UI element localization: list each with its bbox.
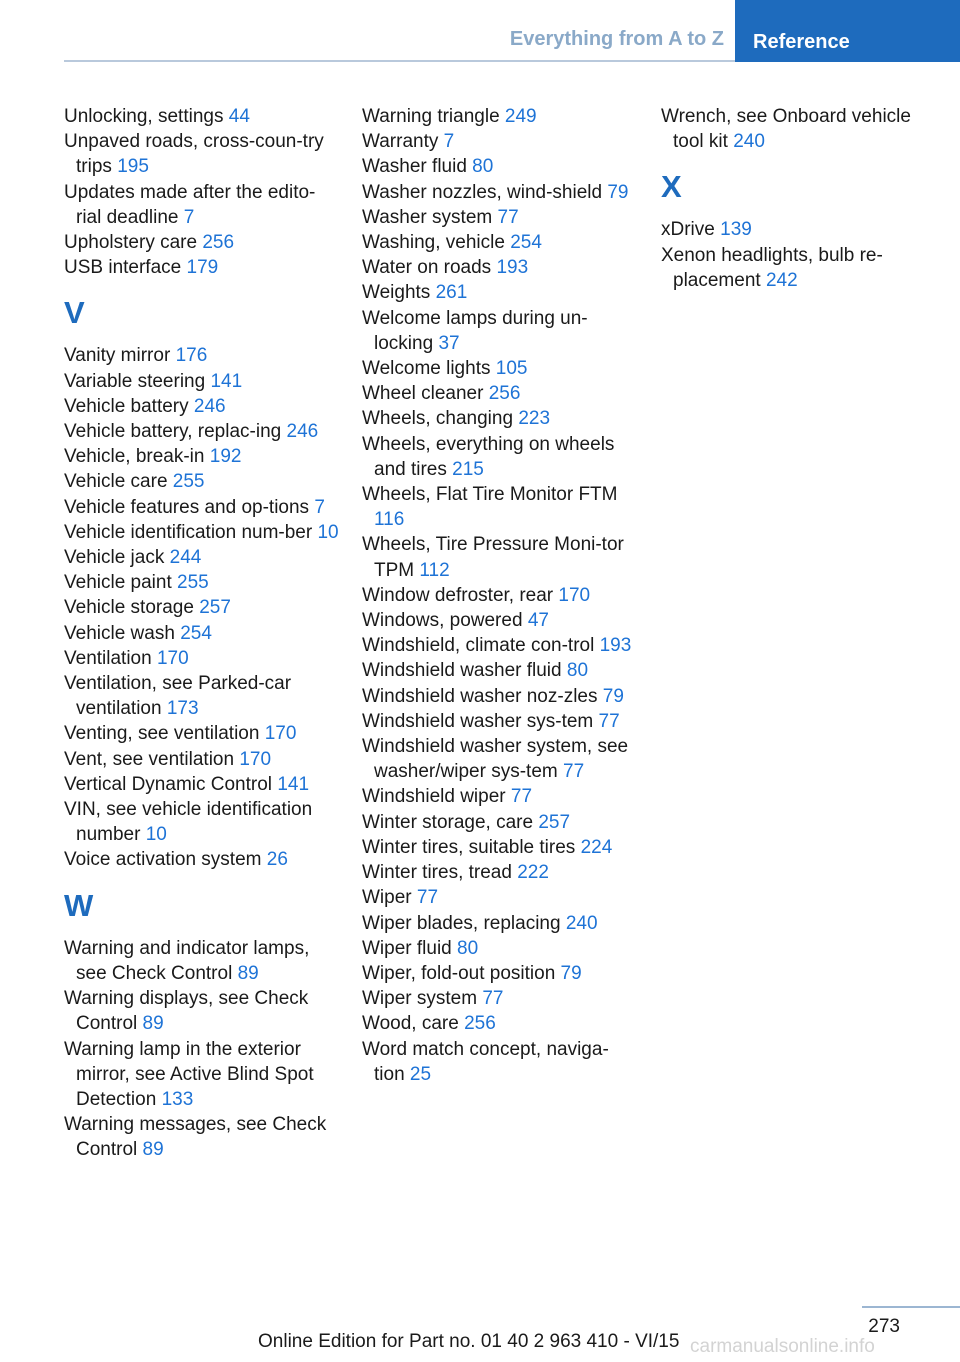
index-entry bbox=[64, 469, 339, 494]
index-entry-text: Wood, care bbox=[362, 1013, 459, 1035]
index-entry bbox=[362, 532, 637, 582]
index-entry-text: Windshield washer system, see washer/wiper sys-tem bbox=[362, 736, 629, 783]
index-page-link[interactable]: 77 bbox=[598, 710, 620, 732]
index-page-link[interactable]: 141 bbox=[277, 773, 310, 795]
index-page-link[interactable]: 256 bbox=[488, 383, 521, 405]
index-entry bbox=[64, 545, 339, 570]
index-page-link[interactable]: 193 bbox=[496, 257, 529, 279]
index-page-link[interactable]: 79 bbox=[560, 962, 582, 984]
index-page-link[interactable]: 254 bbox=[180, 622, 212, 644]
index-page-link[interactable]: 79 bbox=[602, 685, 624, 707]
index-page-link[interactable]: 26 bbox=[266, 849, 288, 871]
index-entry-text: VIN, see vehicle identification number bbox=[64, 799, 313, 846]
index-entry bbox=[661, 243, 936, 293]
index-page-link[interactable]: 261 bbox=[435, 282, 468, 304]
index-entry bbox=[362, 356, 637, 381]
index-entry-text: Unlocking, settings bbox=[64, 106, 224, 127]
index-entry-text: Vehicle care bbox=[64, 471, 168, 493]
header-section-title: Everything from A to Z bbox=[509, 28, 724, 50]
index-entry bbox=[64, 671, 339, 721]
index-page-link[interactable]: 256 bbox=[464, 1013, 496, 1035]
index-entry-text: Water on roads bbox=[362, 257, 492, 279]
index-entry bbox=[362, 734, 637, 784]
index-entry-text: Vehicle battery bbox=[64, 395, 189, 417]
index-page-link[interactable]: 195 bbox=[117, 156, 149, 178]
index-entry bbox=[64, 847, 339, 872]
index-entry bbox=[64, 1112, 339, 1162]
index-entry-text: Welcome lamps during un-locking bbox=[362, 307, 588, 354]
index-page-link[interactable]: 37 bbox=[438, 332, 460, 354]
index-entry-text: Wiper system bbox=[362, 988, 478, 1010]
index-entry bbox=[362, 1011, 637, 1036]
watermark: carmanualsonline.info bbox=[690, 1336, 875, 1357]
index-entry-text: Winter storage, care bbox=[362, 811, 534, 833]
index-page-link[interactable]: 79 bbox=[607, 181, 629, 203]
index-letter-heading: V bbox=[64, 295, 85, 331]
header-reference-tab: Reference bbox=[735, 0, 960, 62]
index-page-link[interactable]: 255 bbox=[177, 572, 209, 594]
index-page-link[interactable]: 224 bbox=[580, 836, 613, 858]
index-entry bbox=[362, 205, 637, 230]
page-number: 273 bbox=[868, 1316, 900, 1337]
index-entry bbox=[362, 104, 637, 129]
index-entry-text: Vanity mirror bbox=[64, 345, 171, 367]
index-page-link[interactable]: 246 bbox=[286, 421, 319, 443]
index-entry-text: Welcome lights bbox=[362, 358, 491, 380]
index-entry bbox=[64, 797, 339, 847]
index-entry-text: Windshield washer noz-zles bbox=[362, 685, 598, 707]
index-entry-text: Weights bbox=[362, 282, 431, 304]
index-entry bbox=[362, 432, 637, 482]
index-entry bbox=[362, 154, 637, 179]
index-page-link[interactable]: 179 bbox=[186, 257, 219, 279]
index-page-link[interactable]: 89 bbox=[142, 1139, 164, 1161]
index-page-link[interactable]: 240 bbox=[733, 131, 765, 153]
index-page-link[interactable]: 44 bbox=[228, 106, 250, 127]
index-entry bbox=[64, 230, 339, 255]
index-entry-text: Windshield washer sys-tem bbox=[362, 710, 594, 732]
index-entry bbox=[362, 784, 637, 809]
index-entry bbox=[362, 306, 637, 356]
index-entry-text: Vertical Dynamic Control bbox=[64, 773, 273, 795]
index-entry-text: Unpaved roads, cross-coun-try trips bbox=[64, 131, 324, 178]
index-entry bbox=[362, 684, 637, 709]
index-page-link[interactable]: 244 bbox=[169, 547, 202, 569]
index-entry bbox=[362, 406, 637, 431]
index-entry-text: Updates made after the edito-rial deadline bbox=[64, 181, 316, 228]
index-entry bbox=[362, 1037, 637, 1087]
index-entry bbox=[661, 217, 936, 242]
index-entry bbox=[64, 369, 339, 394]
index-page-link[interactable]: 215 bbox=[452, 458, 484, 480]
index-entry bbox=[362, 482, 637, 532]
index-entry bbox=[362, 936, 637, 961]
index-page-link[interactable]: 255 bbox=[172, 471, 205, 493]
index-entry-text: Warning lamp in the exterior mirror, see Active Blind Spot Detection bbox=[64, 1038, 314, 1110]
index-entry-text: Vehicle paint bbox=[64, 572, 172, 594]
index-entry bbox=[362, 633, 637, 658]
index-column-1 bbox=[64, 104, 339, 1163]
index-entry bbox=[362, 810, 637, 835]
index-page-link[interactable]: 10 bbox=[317, 521, 339, 543]
index-entry bbox=[64, 936, 339, 986]
index-page-link[interactable]: 7 bbox=[443, 131, 455, 153]
index-page-link[interactable]: 7 bbox=[183, 206, 195, 228]
index-entry bbox=[362, 381, 637, 406]
index-entry bbox=[362, 860, 637, 885]
index-entry bbox=[362, 583, 637, 608]
index-entry-text: Windshield wiper bbox=[362, 786, 506, 808]
index-entry bbox=[64, 104, 339, 129]
index-entry bbox=[64, 495, 339, 520]
index-page-link[interactable]: 222 bbox=[517, 862, 549, 884]
index-page-link[interactable]: 193 bbox=[599, 635, 632, 657]
index-entry-text: Washing, vehicle bbox=[362, 232, 505, 254]
index-entry bbox=[64, 772, 339, 797]
index-entry bbox=[362, 885, 637, 910]
index-entry bbox=[362, 230, 637, 255]
index-page-link[interactable]: 77 bbox=[416, 887, 439, 909]
index-page-link[interactable]: 77 bbox=[497, 206, 519, 228]
index-entry bbox=[64, 129, 339, 179]
index-entry-text: Vehicle jack bbox=[64, 547, 165, 569]
index-entry-text: Wheels, changing bbox=[362, 408, 514, 430]
index-entry-text: Voice activation system bbox=[64, 849, 262, 871]
index-page-link[interactable]: 192 bbox=[209, 446, 242, 468]
index-page-link[interactable]: 170 bbox=[264, 723, 297, 745]
index-entry bbox=[64, 180, 339, 230]
index-entry-text: Window defroster, rear bbox=[362, 584, 554, 606]
index-entry bbox=[362, 835, 637, 860]
index-entry-text: Washer fluid bbox=[362, 156, 467, 178]
index-entry-text: Wiper, fold-out position bbox=[362, 962, 556, 984]
index-page-link[interactable]: 89 bbox=[237, 962, 259, 984]
index-entry-text: Winter tires, suitable tires bbox=[362, 836, 576, 858]
index-entry bbox=[64, 1037, 339, 1113]
index-entry bbox=[362, 608, 637, 633]
index-page-link[interactable]: 257 bbox=[199, 597, 231, 619]
index-entry-text: Wiper blades, replacing bbox=[362, 912, 561, 934]
index-entry-text: Wheels, Tire Pressure Moni-tor TPM bbox=[362, 534, 624, 581]
index-page-link[interactable]: 105 bbox=[495, 358, 528, 380]
index-entry-text: Venting, see ventilation bbox=[64, 723, 260, 745]
index-entry-text: Windows, powered bbox=[362, 610, 523, 632]
index-page-link[interactable]: 80 bbox=[566, 660, 589, 682]
index-page-link[interactable]: 176 bbox=[175, 345, 208, 367]
index-entry-text: Wheels, everything on wheels and tires bbox=[362, 433, 615, 480]
index-entry-text: Vehicle, break-in bbox=[64, 446, 205, 468]
index-entry bbox=[362, 961, 637, 986]
index-entry-text: xDrive bbox=[661, 219, 715, 241]
index-entry bbox=[64, 394, 339, 419]
index-page-link[interactable]: 256 bbox=[202, 232, 235, 254]
index-entry bbox=[362, 255, 637, 280]
index-page-link[interactable]: 47 bbox=[527, 610, 549, 632]
index-entry bbox=[362, 986, 637, 1011]
index-page-link[interactable]: 173 bbox=[166, 698, 199, 720]
index-page-link[interactable]: 80 bbox=[472, 156, 494, 178]
index-entry bbox=[64, 255, 339, 280]
index-entry-text: Vehicle identification num-ber bbox=[64, 521, 313, 543]
index-entry-text: Upholstery care bbox=[64, 232, 198, 254]
index-entry-text: Warning messages, see Check Control bbox=[64, 1114, 327, 1161]
index-page-link[interactable]: 89 bbox=[142, 1013, 164, 1035]
index-entry-text: Vent, see ventilation bbox=[64, 748, 235, 770]
index-page-link[interactable]: 242 bbox=[765, 269, 798, 291]
index-entry-text: Warning and indicator lamps, see Check Control bbox=[64, 937, 310, 984]
index-page-link[interactable]: 77 bbox=[510, 786, 533, 808]
index-page-link[interactable]: 80 bbox=[457, 937, 479, 959]
index-letter-heading: X bbox=[661, 169, 682, 205]
index-page-link[interactable]: 223 bbox=[518, 408, 551, 430]
index-entry bbox=[64, 520, 339, 545]
index-entry-text: Wiper bbox=[362, 887, 412, 909]
index-page-link[interactable]: 25 bbox=[409, 1063, 432, 1085]
index-entry bbox=[661, 104, 936, 154]
footer-rule bbox=[862, 1306, 960, 1308]
index-page-link[interactable]: 77 bbox=[563, 761, 585, 783]
index-entry bbox=[64, 570, 339, 595]
index-page-link[interactable]: 254 bbox=[510, 232, 542, 254]
index-entry-text: Vehicle battery, replac-ing bbox=[64, 421, 282, 443]
index-column-2 bbox=[362, 104, 637, 1087]
index-entry-text: Warranty bbox=[362, 131, 439, 153]
index-page-link[interactable]: 7 bbox=[314, 496, 325, 518]
index-entry-text: Winter tires, tread bbox=[362, 862, 512, 884]
index-entry-text: Variable steering bbox=[64, 370, 206, 392]
index-entry bbox=[64, 721, 339, 746]
index-entry bbox=[64, 444, 339, 469]
index-entry bbox=[362, 658, 637, 683]
index-page-link[interactable]: 139 bbox=[720, 219, 752, 241]
index-entry-text: USB interface bbox=[64, 257, 182, 279]
index-entry bbox=[362, 280, 637, 305]
index-page-link[interactable]: 170 bbox=[156, 647, 189, 669]
index-page-link[interactable]: 133 bbox=[161, 1088, 194, 1110]
index-entry-text: Ventilation, see Parked-car ventilation bbox=[64, 673, 292, 720]
index-page-link[interactable]: 112 bbox=[419, 559, 450, 581]
index-column-3 bbox=[661, 104, 936, 293]
index-entry bbox=[362, 180, 637, 205]
index-entry bbox=[64, 986, 339, 1036]
index-entry bbox=[64, 621, 339, 646]
index-entry-text: Windshield, climate con-trol bbox=[362, 635, 595, 657]
index-page-link[interactable]: 10 bbox=[145, 824, 167, 846]
index-page-link[interactable]: 170 bbox=[239, 748, 272, 770]
index-page-link[interactable]: 141 bbox=[210, 370, 243, 392]
index-entry bbox=[64, 419, 339, 444]
index-entry-text: Warning displays, see Check Control bbox=[64, 988, 309, 1035]
index-entry bbox=[362, 129, 637, 154]
index-entry-text: Windshield washer fluid bbox=[362, 660, 562, 682]
index-page-link[interactable]: 240 bbox=[565, 912, 598, 934]
index-page-link[interactable]: 257 bbox=[538, 811, 571, 833]
index-entry-text: Wiper fluid bbox=[362, 937, 452, 959]
index-entry bbox=[64, 595, 339, 620]
index-entry bbox=[64, 343, 339, 368]
index-entry-text: Wheel cleaner bbox=[362, 383, 484, 405]
index-entry-text: Washer nozzles, wind-shield bbox=[362, 181, 603, 203]
index-entry bbox=[64, 646, 339, 671]
index-entry bbox=[64, 747, 339, 772]
index-entry-text: Washer system bbox=[362, 206, 493, 228]
index-entry-text: Wheels, Flat Tire Monitor FTM bbox=[362, 484, 618, 506]
index-entry-text: Vehicle features and op-tions bbox=[64, 496, 310, 518]
index-page-link[interactable]: 77 bbox=[482, 988, 504, 1010]
index-entry-text: Word match concept, naviga-tion bbox=[362, 1038, 609, 1085]
index-page-link[interactable]: 246 bbox=[193, 395, 226, 417]
index-entry-text: Vehicle wash bbox=[64, 622, 175, 644]
index-entry bbox=[362, 709, 637, 734]
index-entry-text: Vehicle storage bbox=[64, 597, 194, 619]
index-entry-text: Wrench, see Onboard vehicle tool kit bbox=[661, 106, 911, 153]
index-entry-text: Xenon headlights, bulb re-placement bbox=[661, 244, 883, 291]
index-entry bbox=[362, 911, 637, 936]
index-page-link[interactable]: 170 bbox=[558, 584, 591, 606]
index-entry-text: Warning triangle bbox=[362, 106, 500, 127]
index-entry-text: Ventilation bbox=[64, 647, 152, 669]
index-letter-heading: W bbox=[64, 887, 94, 923]
index-page-link[interactable]: 249 bbox=[504, 106, 537, 127]
edition-note: Online Edition for Part no. 01 40 2 963 410 - VI/15 bbox=[258, 1331, 680, 1352]
index-page-link[interactable]: 116 bbox=[374, 509, 405, 531]
